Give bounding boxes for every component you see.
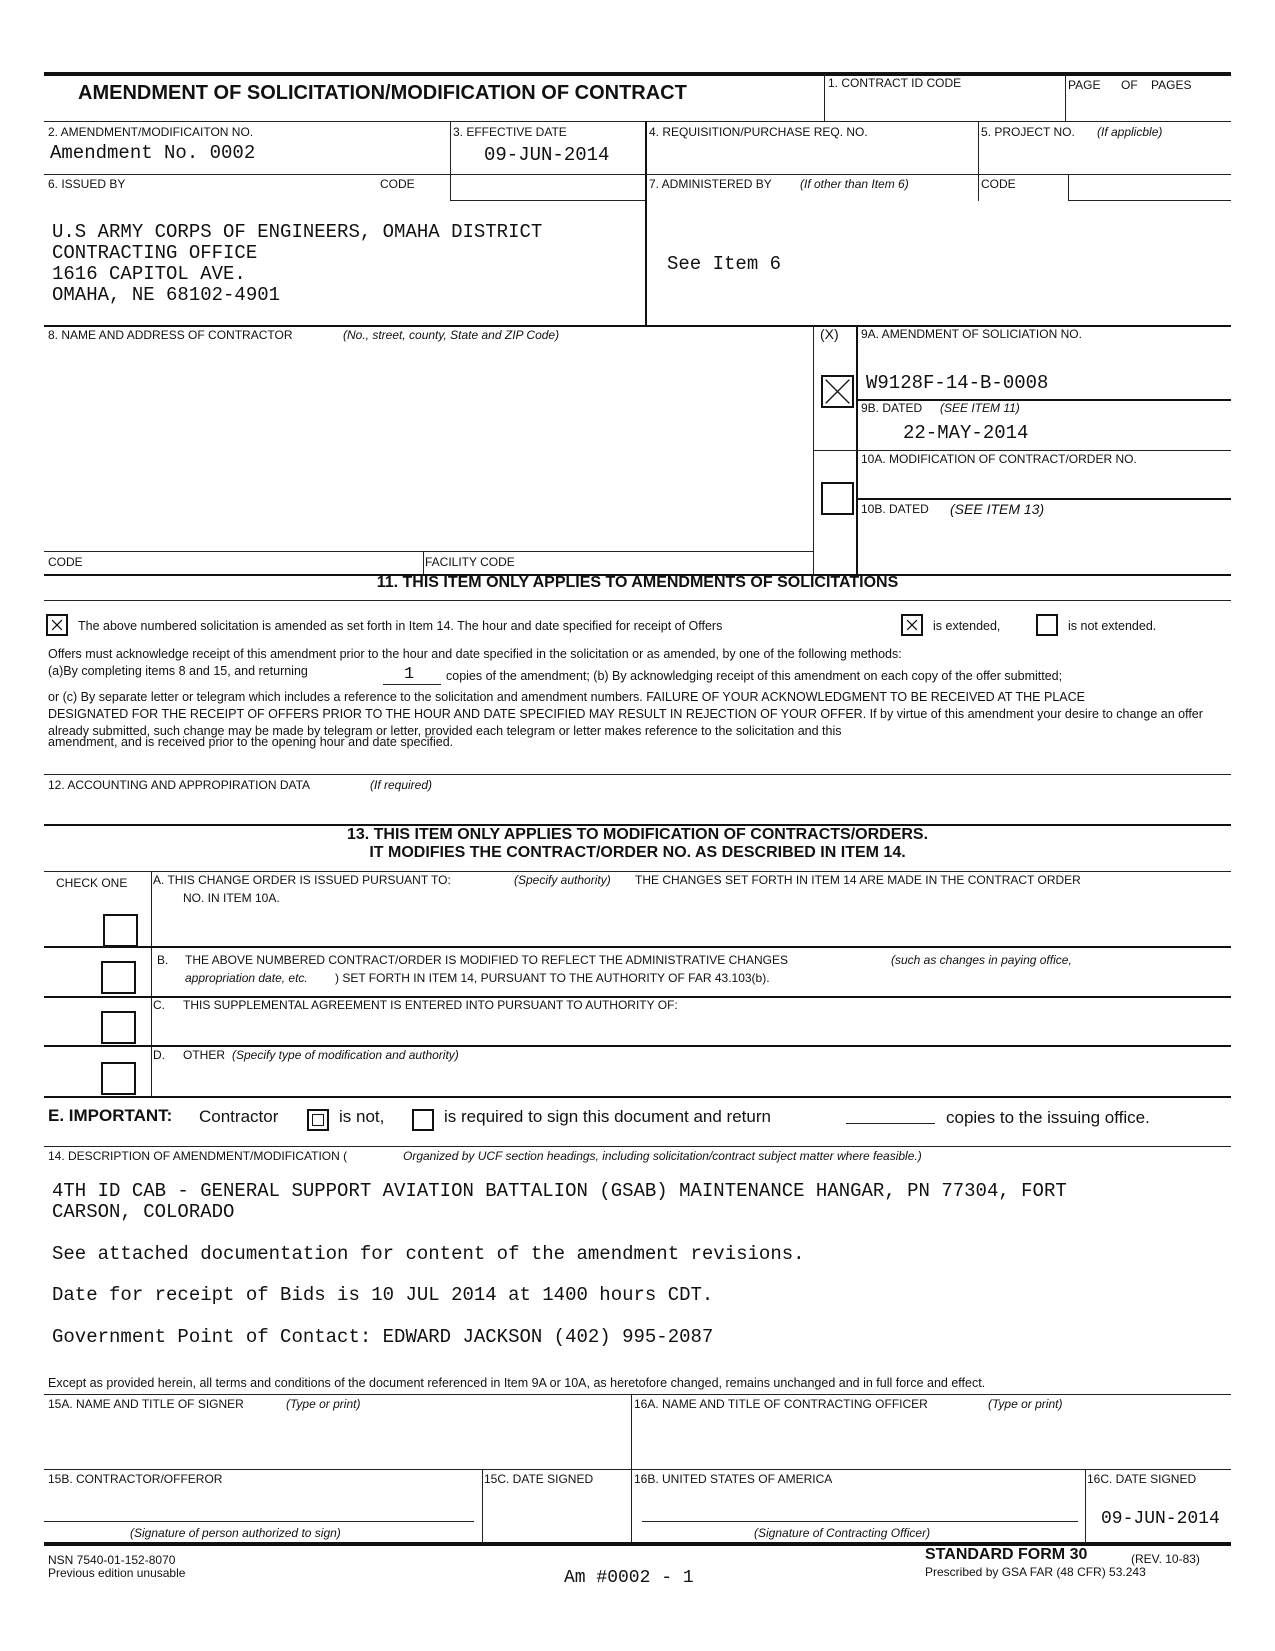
- facility-code-label: FACILITY CODE: [425, 555, 515, 569]
- item13-b-note2: appropriation date, etc.: [185, 971, 308, 985]
- amended-text: The above numbered solicitation is amended as set forth in Item 14. The hour and date specified for receipt of Offers: [78, 619, 723, 633]
- dated-9b-note: (SEE ITEM 11): [940, 401, 1020, 415]
- divider: [1068, 174, 1069, 201]
- item13-b-letter: B.: [157, 953, 169, 967]
- dated-9b-value[interactable]: 22-MAY-2014: [903, 422, 1029, 444]
- important-contractor: Contractor: [199, 1107, 279, 1126]
- divider: [1085, 1469, 1086, 1544]
- item13-title1: 13. THIS ITEM ONLY APPLIES TO MODIFICATION OF CONTRACTS/ORDERS.: [346, 826, 929, 843]
- item13-c-text: THIS SUPPLEMENTAL AGREEMENT IS ENTERED INTO PURSUANT TO AUTHORITY OF:: [183, 998, 678, 1012]
- amend-solicitation-value[interactable]: W9128F-14-B-0008: [866, 372, 1049, 394]
- divider: [813, 450, 1231, 451]
- nsn-label: NSN 7540-01-152-8070: [48, 1553, 176, 1567]
- divider: [44, 871, 1231, 872]
- signer-label: 15A. NAME AND TITLE OF SIGNER: [48, 1397, 244, 1411]
- checkbox-13d[interactable]: [101, 1062, 136, 1095]
- officer-label: 16A. NAME AND TITLE OF CONTRACTING OFFICER: [634, 1397, 928, 1411]
- divider: [450, 121, 451, 201]
- divider: [824, 74, 825, 122]
- item14-desc-4: Government Point of Contact: EDWARD JACKSON (402) 995-2087: [52, 1326, 714, 1348]
- divider: [642, 1521, 1078, 1522]
- code-label: CODE: [380, 177, 415, 191]
- checkbox-is-required[interactable]: [412, 1109, 434, 1131]
- issued-by-line-2[interactable]: CONTRACTING OFFICE: [52, 242, 258, 264]
- project-no-label: 5. PROJECT NO.: [981, 125, 1075, 139]
- standard-form-label: STANDARD FORM 30: [925, 1546, 1088, 1563]
- divider: [44, 1045, 1231, 1047]
- item11-title: 11. THIS ITEM ONLY APPLIES TO AMENDMENTS OF SOLICITATIONS: [376, 574, 899, 591]
- amendment-no-value[interactable]: Amendment No. 0002: [50, 142, 256, 164]
- usa-label: 16B. UNITED STATES OF AMERICA: [634, 1472, 833, 1486]
- divider: [846, 1123, 935, 1124]
- divider: [44, 1394, 1231, 1395]
- item14-label: 14. DESCRIPTION OF AMENDMENT/MODIFICATION (: [48, 1149, 348, 1163]
- except-text: Except as provided herein, all terms and conditions of the document referenced in Item 9A or 10A, as heretofore changed, remains unchanged and in full force and effect.: [48, 1376, 986, 1390]
- check-one-label: CHECK ONE: [56, 876, 128, 890]
- prev-edition-label: Previous edition unusable: [48, 1566, 186, 1580]
- divider: [44, 774, 1231, 775]
- not-extended-label: is not extended.: [1068, 619, 1157, 633]
- item14-desc-3: Date for receipt of Bids is 10 JUL 2014 at 1400 hours CDT.: [52, 1284, 714, 1306]
- important-is-required: is required to sign this document and return: [444, 1107, 771, 1126]
- item13-d-note: (Specify type of modification and authority): [232, 1048, 459, 1062]
- check-x-icon: [823, 377, 852, 406]
- item14-desc-2: See attached documentation for content of the amendment revisions.: [52, 1243, 805, 1265]
- issued-by-line-1[interactable]: U.S ARMY CORPS OF ENGINEERS, OMAHA DISTRICT: [52, 221, 543, 243]
- divider: [450, 200, 645, 201]
- divider: [482, 1469, 483, 1544]
- project-no-note: (If applicble): [1097, 125, 1163, 139]
- checkbox-9a[interactable]: [821, 375, 854, 408]
- contractor-note: (No., street, county, State and ZIP Code): [343, 328, 560, 342]
- rev-label: (REV. 10-83): [1131, 1552, 1200, 1566]
- item13-b-text2: ) SET FORTH IN ITEM 14, PURSUANT TO THE AUTHORITY OF FAR 43.103(b).: [335, 971, 770, 985]
- checkbox-13a[interactable]: [103, 914, 138, 947]
- divider: [151, 871, 152, 1097]
- checkbox-not-extended[interactable]: [1036, 614, 1058, 636]
- top-rule: [44, 72, 1231, 76]
- divider: [423, 551, 424, 575]
- contractor-offeror-label: 15B. CONTRACTOR/OFFEROR: [48, 1472, 223, 1486]
- copies-value[interactable]: 1: [404, 665, 415, 684]
- divider: [978, 121, 979, 201]
- divider: [44, 946, 1231, 948]
- dated-9b-label: 9B. DATED: [861, 401, 923, 415]
- checkbox-amended[interactable]: [46, 614, 68, 636]
- divider: [44, 551, 813, 552]
- item11-line6: amendment, and is received prior to the opening hour and date specified.: [48, 735, 454, 749]
- administered-by-label: 7. ADMINISTERED BY: [649, 177, 772, 191]
- divider: [44, 1521, 474, 1522]
- item11-line3: or (c) By separate letter or telegram which includes a reference to the solicitation and amendment numbers. FAILURE OF YOUR ACKNOWLEDGMENT TO BE RECEIVED AT THE PLACE: [48, 690, 1085, 704]
- x-label: (X): [820, 326, 839, 342]
- administered-by-value[interactable]: See Item 6: [667, 253, 782, 275]
- date-signed-16c-label: 16C. DATE SIGNED: [1087, 1472, 1197, 1486]
- contract-id-label: 1. CONTRACT ID CODE: [828, 76, 962, 90]
- officer-note: (Type or print): [988, 1397, 1063, 1411]
- amendment-no-label: 2. AMENDMENT/MODIFICAITON NO.: [48, 125, 254, 139]
- item14-desc-1a: 4TH ID CAB - GENERAL SUPPORT AVIATION BATTALION (GSAB) MAINTENANCE HANGAR, PN 77304, FORT: [52, 1180, 1067, 1202]
- contractor-label: 8. NAME AND ADDRESS OF CONTRACTOR: [48, 328, 293, 342]
- is-extended-label: is extended,: [933, 619, 1001, 633]
- item11-line4: DESIGNATED FOR THE RECEIPT OF OFFERS PRIOR TO THE HOUR AND DATE SPECIFIED MAY RESULT IN REJECTION OF YOUR OFFER. If by virtue of this amendment your desire to change an offer: [48, 707, 1203, 721]
- divider: [1068, 200, 1231, 201]
- check-x-icon: [903, 616, 921, 634]
- item11-line1: Offers must acknowledge receipt of this amendment prior to the hour and date specified in the solicitation or as amended, by one of the following methods:: [48, 647, 902, 661]
- item12-note: (If required): [370, 778, 433, 792]
- issued-by-line-3[interactable]: 1616 CAPITOL AVE.: [52, 263, 246, 285]
- divider: [44, 121, 1231, 122]
- check-x-icon: [48, 616, 66, 634]
- date-signed-15c-label: 15C. DATE SIGNED: [484, 1472, 594, 1486]
- important-is-not: is not,: [339, 1107, 385, 1126]
- date-signed-16c-value[interactable]: 09-JUN-2014: [1101, 1509, 1220, 1529]
- item13-d-letter: D.: [153, 1048, 165, 1062]
- amend-solicitation-label: 9A. AMENDMENT OF SOLICIATION NO.: [861, 327, 1082, 341]
- sig-person-label: (Signature of person authorized to sign): [130, 1526, 341, 1540]
- divider: [383, 684, 441, 685]
- item13-d-text: OTHER: [183, 1048, 225, 1062]
- item11-line2b: copies of the amendment; (b) By acknowledging receipt of this amendment on each copy of the offer submitted;: [446, 669, 1063, 683]
- effective-date-label: 3. EFFECTIVE DATE: [453, 125, 567, 139]
- divider: [645, 121, 647, 326]
- dated-10b-label: 10B. DATED: [861, 502, 929, 516]
- page-label: PAGE: [1068, 78, 1101, 92]
- divider: [44, 1096, 1231, 1098]
- sig-officer-label: (Signature of Contracting Officer): [754, 1526, 931, 1540]
- item13-a-text3: NO. IN ITEM 10A.: [183, 891, 280, 905]
- dated-10b-note: (SEE ITEM 13): [950, 501, 1045, 517]
- form-title: AMENDMENT OF SOLICITATION/MODIFICATION OF CONTRACT: [78, 82, 687, 104]
- item14-desc-1b: CARSON, COLORADO: [52, 1201, 235, 1223]
- item13-a-text: A. THIS CHANGE ORDER IS ISSUED PURSUANT TO:: [153, 873, 451, 887]
- checkbox-13c[interactable]: [101, 1011, 136, 1044]
- divider: [1065, 74, 1066, 122]
- important-label: E. IMPORTANT:: [48, 1106, 173, 1125]
- item13-b-note: (such as changes in paying office,: [891, 953, 1072, 967]
- item13-c-letter: C.: [153, 998, 165, 1012]
- of-label: OF: [1121, 78, 1138, 92]
- checkbox-is-extended[interactable]: [901, 614, 923, 636]
- requisition-label: 4. REQUISITION/PURCHASE REQ. NO.: [649, 125, 868, 139]
- divider: [44, 174, 1231, 175]
- item14-note: Organized by UCF section headings, including solicitation/contract subject matter where feasible.): [403, 1149, 922, 1163]
- checkbox-10a[interactable]: [821, 482, 854, 515]
- effective-date-value[interactable]: 09-JUN-2014: [484, 144, 610, 166]
- mod-contract-label: 10A. MODIFICATION OF CONTRACT/ORDER NO.: [861, 452, 1137, 466]
- checkbox-13b[interactable]: [101, 961, 136, 994]
- admin-code-label: CODE: [981, 177, 1016, 191]
- pages-label: PAGES: [1151, 78, 1192, 92]
- item13-b-text: THE ABOVE NUMBERED CONTRACT/ORDER IS MODIFIED TO REFLECT THE ADMINISTRATIVE CHANGES: [185, 953, 788, 967]
- item13-title2: IT MODIFIES THE CONTRACT/ORDER NO. AS DESCRIBED IN ITEM 14.: [369, 844, 906, 861]
- item11-line2a: (a)By completing items 8 and 15, and returning: [48, 664, 308, 678]
- item11-line5: already submitted, such change may be made by telegram or letter, provided each telegram or letter makes reference to the solicitation and this: [48, 724, 842, 738]
- issued-by-line-4[interactable]: OMAHA, NE 68102-4901: [52, 284, 281, 306]
- divider: [856, 498, 1231, 500]
- divider: [44, 1469, 1231, 1470]
- code-label: CODE: [48, 555, 83, 569]
- important-copies: copies to the issuing office.: [946, 1108, 1150, 1127]
- divider: [44, 1146, 1231, 1147]
- page-id: Am #0002 - 1: [564, 1568, 694, 1588]
- checkbox-is-not[interactable]: [307, 1109, 329, 1131]
- signer-note: (Type or print): [286, 1397, 361, 1411]
- item13-a-note: (Specify authority): [514, 873, 611, 887]
- item13-a-text2: THE CHANGES SET FORTH IN ITEM 14 ARE MADE IN THE CONTRACT ORDER: [635, 873, 1081, 887]
- issued-by-label: 6. ISSUED BY: [48, 177, 126, 191]
- divider: [44, 600, 1231, 601]
- administered-by-note: (If other than Item 6): [800, 177, 909, 191]
- prescribed-label: Prescribed by GSA FAR (48 CFR) 53.243: [925, 1565, 1146, 1579]
- item12-label: 12. ACCOUNTING AND APPROPIRATION DATA: [48, 778, 311, 792]
